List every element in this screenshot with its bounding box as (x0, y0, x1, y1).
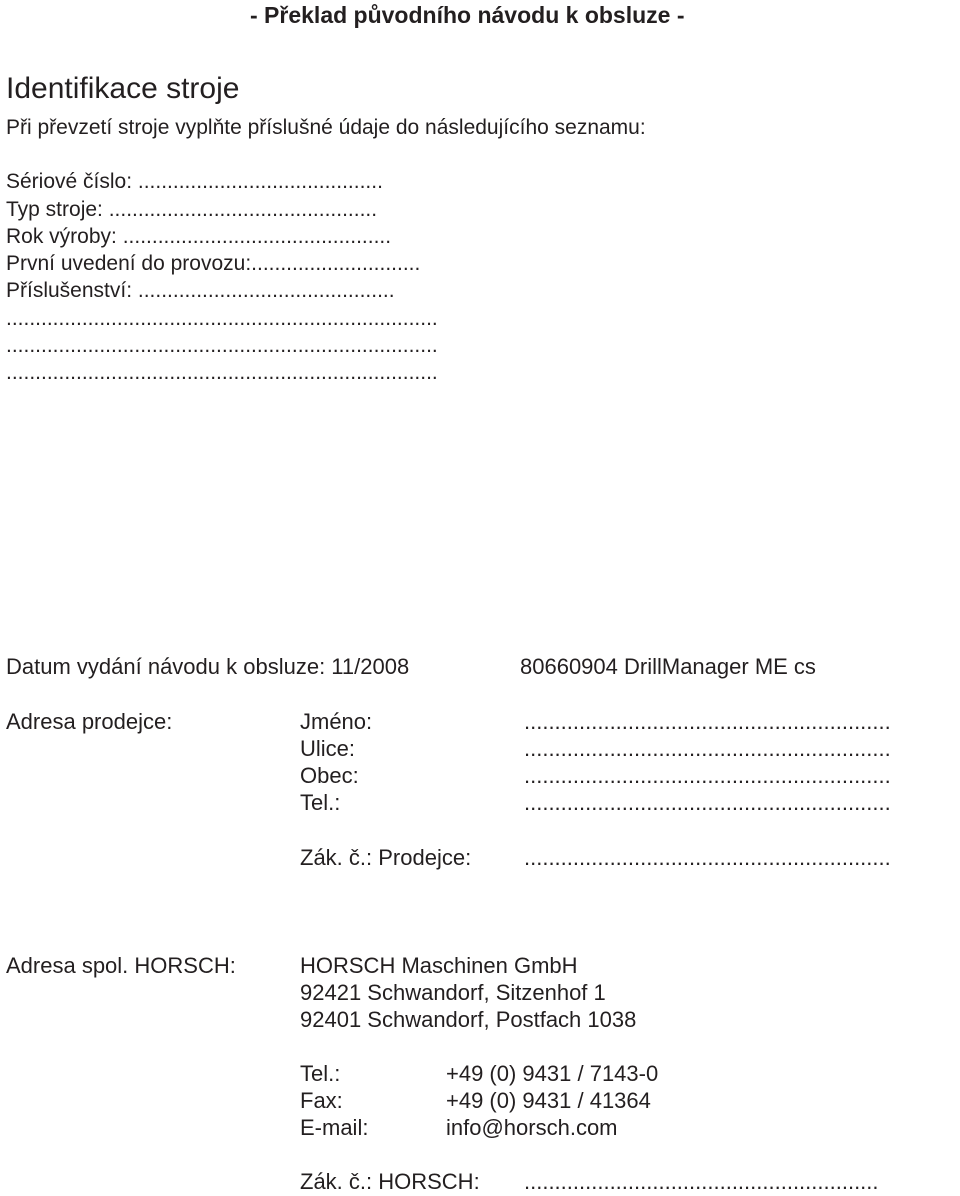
accessories-field: Příslušenství: ............................................ (6, 279, 395, 302)
accessories-line-2: .......................................................................... (6, 334, 438, 357)
horsch-email-value: info@horsch.com (446, 1115, 618, 1140)
horsch-address-2: 92401 Schwandorf, Postfach 1038 (300, 1007, 637, 1032)
horsch-customer-no-label: Zák. č.: HORSCH: (300, 1169, 480, 1194)
dealer-phone-label: Tel.: (300, 790, 341, 815)
dealer-name-label: Jméno: (300, 709, 373, 734)
horsch-fax-value: +49 (0) 9431 / 41364 (446, 1088, 651, 1113)
horsch-phone-label: Tel.: (300, 1061, 341, 1086)
horsch-phone-value: +49 (0) 9431 / 7143-0 (446, 1061, 659, 1086)
horsch-company: HORSCH Maschinen GmbH (300, 953, 578, 978)
horsch-fax-label: Fax: (300, 1088, 343, 1113)
dealer-street-label: Ulice: (300, 736, 356, 761)
machine-type-field: Typ stroje: .............................................. (6, 198, 378, 221)
dealer-name-value: ............................................................ (524, 709, 891, 734)
first-use-field: První uvedení do provozu:............................. (6, 252, 421, 275)
dealer-street-value: ............................................................ (524, 736, 891, 761)
dealer-phone-value: ............................................................ (524, 790, 891, 815)
dealer-city-label: Obec: (300, 763, 359, 788)
intro-text: Při převzetí stroje vyplňte příslušné údaje do následujícího seznamu: (6, 116, 646, 139)
dealer-section-label: Adresa prodejce: (6, 709, 173, 734)
accessories-line-1: .......................................................................... (6, 307, 438, 330)
dealer-customer-no-value: ............................................................ (524, 845, 891, 870)
horsch-customer-no-value: .......................................................... (524, 1169, 879, 1194)
section-title: Identifikace stroje (6, 72, 240, 105)
year-field: Rok výroby: .............................................. (6, 225, 392, 248)
document-header: - Překlad původního návodu k obsluze - (250, 2, 685, 28)
serial-number-field: Sériové číslo: .......................................... (6, 170, 383, 193)
dealer-city-value: ............................................................ (524, 763, 891, 788)
horsch-address-1: 92421 Schwandorf, Sitzenhof 1 (300, 980, 606, 1005)
edition-date: Datum vydání návodu k obsluze: 11/2008 (6, 654, 410, 679)
dealer-customer-no-label: Zák. č.: Prodejce: (300, 845, 472, 870)
document-code: 80660904 DrillManager ME cs (520, 654, 816, 679)
horsch-section-label: Adresa spol. HORSCH: (6, 953, 236, 978)
accessories-line-3: .......................................................................... (6, 361, 438, 384)
horsch-email-label: E-mail: (300, 1115, 369, 1140)
